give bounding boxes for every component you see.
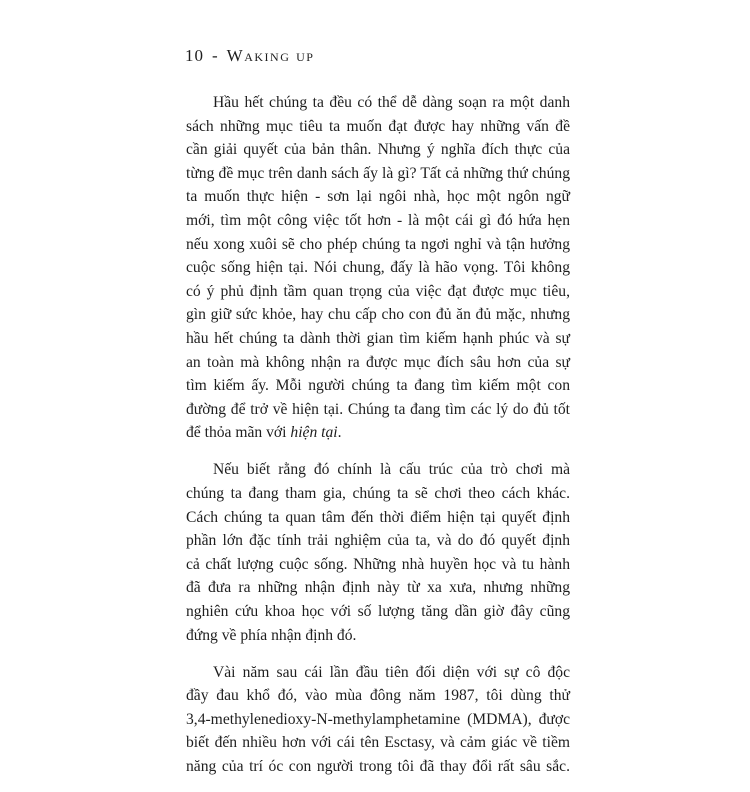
text-line: Nếu biết rằng đó chính là cấu trúc của trò chơi mà [213, 461, 570, 479]
header-separator: - [212, 46, 219, 65]
text-line-suffix: . [337, 424, 342, 442]
paragraph-1 [186, 91, 570, 445]
text-line: năng của trí óc con người trong tôi đã thay đổi rất sâu sắc. [186, 758, 570, 776]
emphasis-text: hiện tại [290, 424, 338, 442]
book-title: Waking up [226, 46, 315, 65]
text-line: Cách chúng ta quan tâm đến thời điểm hiện tại quyết định [186, 508, 570, 526]
text-line: cả chất lượng cuộc sống. Những nhà huyền học và tu hành [186, 555, 570, 573]
text-line: từng đề mục trên danh sách ấy là gì? Tất cả những thứ chúng [186, 164, 570, 182]
text-line: gìn giữ sức khỏe, hay chu cấp cho con đủ ăn đủ mặc, nhưng [186, 306, 570, 324]
text-line: mới, tìm một công việc tốt hơn - là một cái gì đó hứa hẹn [186, 211, 570, 229]
text-line: đứng về phía nhận định đó. [186, 626, 357, 644]
text-line: sách những mục tiêu ta muốn đạt được hay những vấn đề [186, 117, 570, 135]
text-line: tìm kiếm ấy. Mỗi người chúng ta đang tìm kiếm một con [186, 377, 570, 395]
text-line: ta muốn thực hiện - sơn lại ngôi nhà, học một ngôn ngữ [186, 188, 570, 206]
running-header [185, 46, 314, 66]
text-line: biết đến nhiều hơn với cái tên Esctasy, và cảm giác về tiềm [186, 734, 570, 752]
text-line-last [186, 421, 570, 445]
text-line: đầy đau khổ đó, vào mùa đông năm 1987, tôi dùng thử [186, 687, 570, 705]
text-line: chúng ta đang tham gia, chúng ta sẽ chơi theo cách khác. [186, 485, 570, 502]
paragraph-2 [186, 458, 570, 647]
text-line: cần giải quyết của bản thân. Nhưng ý nghĩa đích thực của [186, 141, 570, 159]
text-line: nghiên cứu khoa học với số lượng tăng dần giờ đây cũng [186, 602, 570, 620]
text-line: có ý phủ định tầm quan trọng của việc đạt được mục tiêu, [186, 282, 570, 300]
text-line-prefix: để thỏa mãn với [186, 424, 291, 442]
page-number: 10 [185, 46, 204, 65]
text-line: phần lớn đặc tính trải nghiệm của ta, và do đó quyết định [186, 532, 570, 550]
text-line: Vài năm sau cái lần đầu tiên đối diện với sự cô độc [213, 663, 570, 681]
text-line: đã đưa ra những nhận định này từ xa xưa, nhưng những [186, 579, 570, 597]
text-line: Hầu hết chúng ta đều có thể dễ dàng soạn ra một danh [213, 94, 570, 111]
text-line: 3,4-methylenedioxy-N-methylamphetamine (MDMA), được [186, 710, 570, 728]
text-line: nếu xong xuôi sẽ cho phép chúng ta ngơi nghỉ và tận hưởng [186, 235, 570, 253]
paragraph-3 [186, 661, 570, 779]
text-line: đường để trở về hiện tại. Chúng ta đang tìm các lý do đủ tốt [186, 400, 570, 418]
text-line: cuộc sống hiện tại. Nói chung, đấy là hão vọng. Tôi không [186, 259, 570, 277]
text-line: hầu hết chúng ta dành thời gian tìm kiếm hạnh phúc và sự [186, 329, 570, 347]
text-line: an toàn mà không nhận ra được mục đích sâu hơn của sự [186, 353, 570, 371]
body-text [186, 91, 570, 792]
